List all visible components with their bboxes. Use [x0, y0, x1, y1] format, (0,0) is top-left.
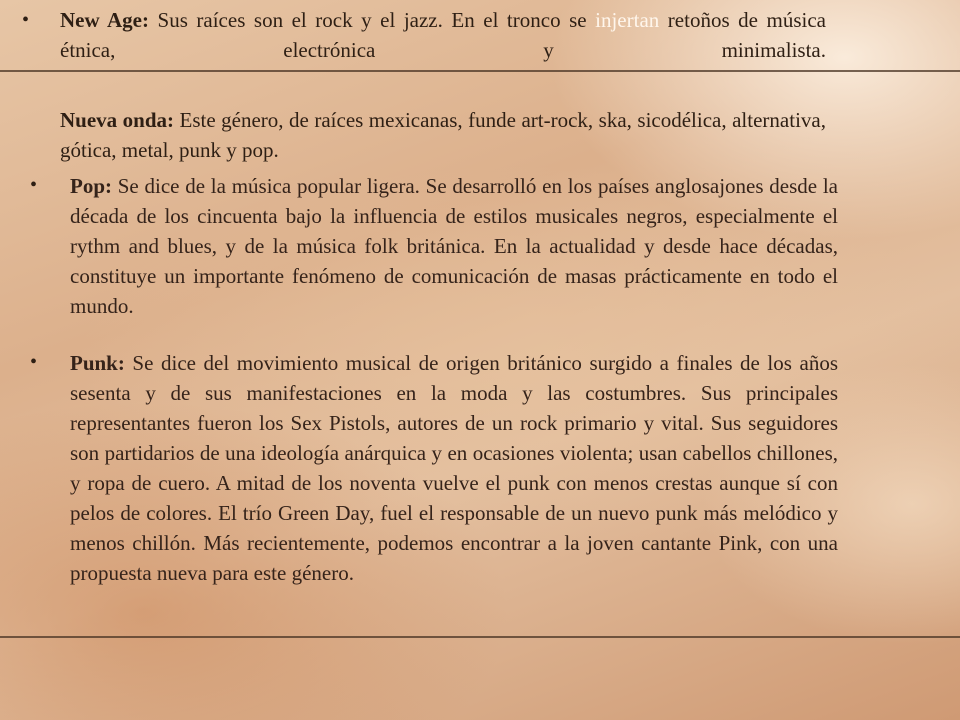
nueva-onda-paragraph — [60, 105, 826, 165]
pop-term: Pop: — [70, 174, 112, 198]
new-age-text: Sus raíces son el rock y el jazz. En el tronco se — [149, 8, 596, 32]
bullet-icon: • — [22, 9, 30, 31]
top-divider-line — [0, 70, 960, 72]
bullet-icon: • — [30, 174, 38, 196]
punk-text: Se dice del movimiento musical de origen británico surgido a finales de los años sesenta y de sus manifestaciones en la moda y las costumbres. Sus principales representantes fueron los Sex Pistols, autores de un rock primario y vital. Sus seguidores son partidarios de una ideología anárquica y en ocasiones violenta; usan cabellos chillones, y ropa de cuero. A mitad de los noventa vuelve el punk con menos crestas aunque sí con pelos de colores. El trío Green Day, fuel el responsable de un nuevo punk más melódico y menos chillón. Más recientemente, podemos encontrar a la joven cantante Pink, con una propuesta nueva para este género. — [70, 351, 838, 585]
punk-term: Punk: — [70, 351, 125, 375]
new-age-text-continued: retoños de música étnica, electrónica y minimalista. — [60, 8, 826, 62]
new-age-paragraph — [60, 5, 826, 65]
pop-text: Se dice de la música popular ligera. Se desarrolló en los países anglosajones desde la década de los cincuenta bajo la influencia de estilos musicales negros, especialmente el rythm and blues, y de la música folk británica. En la actualidad y desde hace décadas, constituye un importante fenómeno de comunicación de masas prácticamente en todo el mundo. — [70, 174, 838, 318]
new-age-highlight-text: injertan — [595, 8, 660, 32]
pop-paragraph — [70, 171, 838, 321]
punk-paragraph — [70, 348, 838, 588]
nueva-onda-text: Este género, de raíces mexicanas, funde art-rock, ska, sicodélica, alternativa, gótica, metal, punk y pop. — [60, 108, 826, 162]
new-age-term: New Age: — [60, 8, 149, 32]
nueva-onda-term: Nueva onda: — [60, 108, 175, 132]
bullet-icon: • — [30, 351, 38, 373]
bottom-divider-line — [0, 636, 960, 638]
